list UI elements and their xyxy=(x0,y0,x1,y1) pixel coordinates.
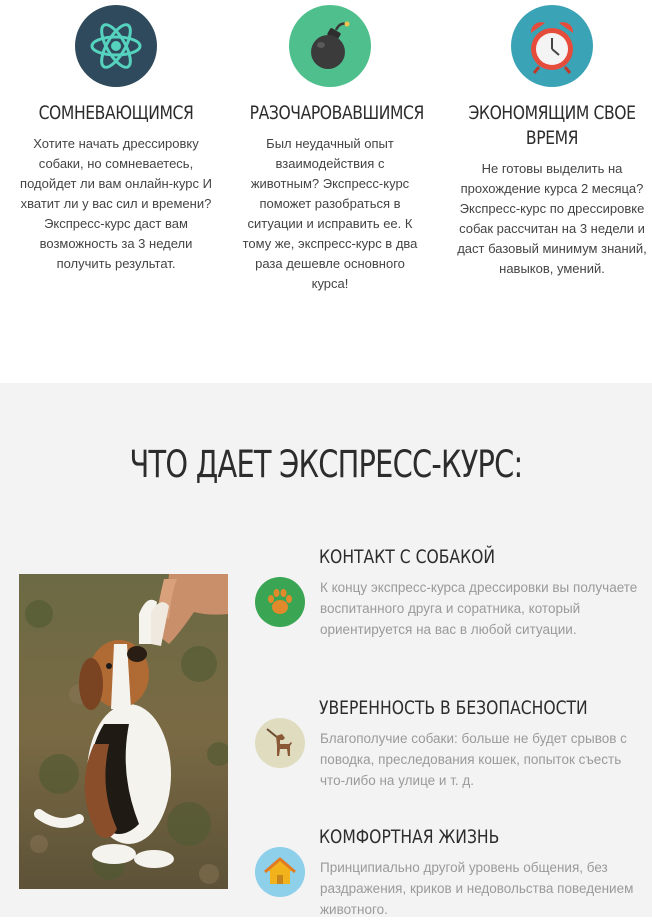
audience-card-doubting xyxy=(14,0,218,274)
dog-leash-icon xyxy=(255,718,305,768)
benefits-section xyxy=(0,383,652,917)
beagle-high-five-photo xyxy=(19,574,228,889)
atom-icon xyxy=(75,5,157,87)
benefit-title: КОНТАКТ С СОБАКОЙ xyxy=(319,546,496,568)
benefit-text: Благополучие собаки: больше не будет срывов с поводка, преследования кошек, попыток съесть что-либо на улице и т. д. xyxy=(320,731,627,788)
benefit-text: Принципиально другой уровень общения, без раздражения, криков и недовольства поведением животного. xyxy=(320,860,634,917)
audience-title: РАЗОЧАРОВАВШИМСЯ xyxy=(249,102,424,124)
audience-text: Хотите начать дрессировку собаки, но сомневаетесь, подойдет ли вам онлайн-курс И хватит ли у вас сил и времени? Экспресс-курс даст вам возможность за 3 недели получить результат. xyxy=(20,136,212,271)
benefit-text: К концу экспресс-курса дрессировки вы получаете воспитанного друга и соратника, который ориентируется на вас в любой ситуации. xyxy=(320,580,638,637)
audience-text: Был неудачный опыт взаимодействия с животным? Экспресс-курс поможет разобраться в ситуации и исправить ее. К тому же, экспресс-курс в два раза дешевле основного курса! xyxy=(242,136,418,291)
benefit-title: КОМФОРТНАЯ ЖИЗНЬ xyxy=(319,826,500,848)
paw-icon xyxy=(255,577,305,627)
bomb-icon xyxy=(289,5,371,87)
audience-title-line: ВРЕМЯ xyxy=(525,127,579,149)
alarm-clock-icon xyxy=(511,5,593,87)
audience-text: Не готовы выделить на прохождение курса 2 месяца? Экспресс-курс по дрессировке собак рассчитан на 3 недели и даст базовый минимум знаний, навыков, умений. xyxy=(457,161,647,276)
audience-title: СОМНЕВАЮЩИМСЯ xyxy=(38,102,194,124)
benefit-title: УВЕРЕННОСТЬ В БЕЗОПАСНОСТИ xyxy=(319,697,588,719)
audience-card-time-saving xyxy=(448,0,652,279)
audience-section xyxy=(0,0,652,383)
house-icon xyxy=(255,847,305,897)
audience-card-disappointed xyxy=(232,0,428,294)
section-title: ЧТО ДАЕТ ЭКСПРЕСС-КУРС: xyxy=(129,443,523,486)
audience-title-line: ЭКОНОМЯЩИМ СВОЕ xyxy=(468,102,636,124)
audience-title xyxy=(467,101,638,151)
